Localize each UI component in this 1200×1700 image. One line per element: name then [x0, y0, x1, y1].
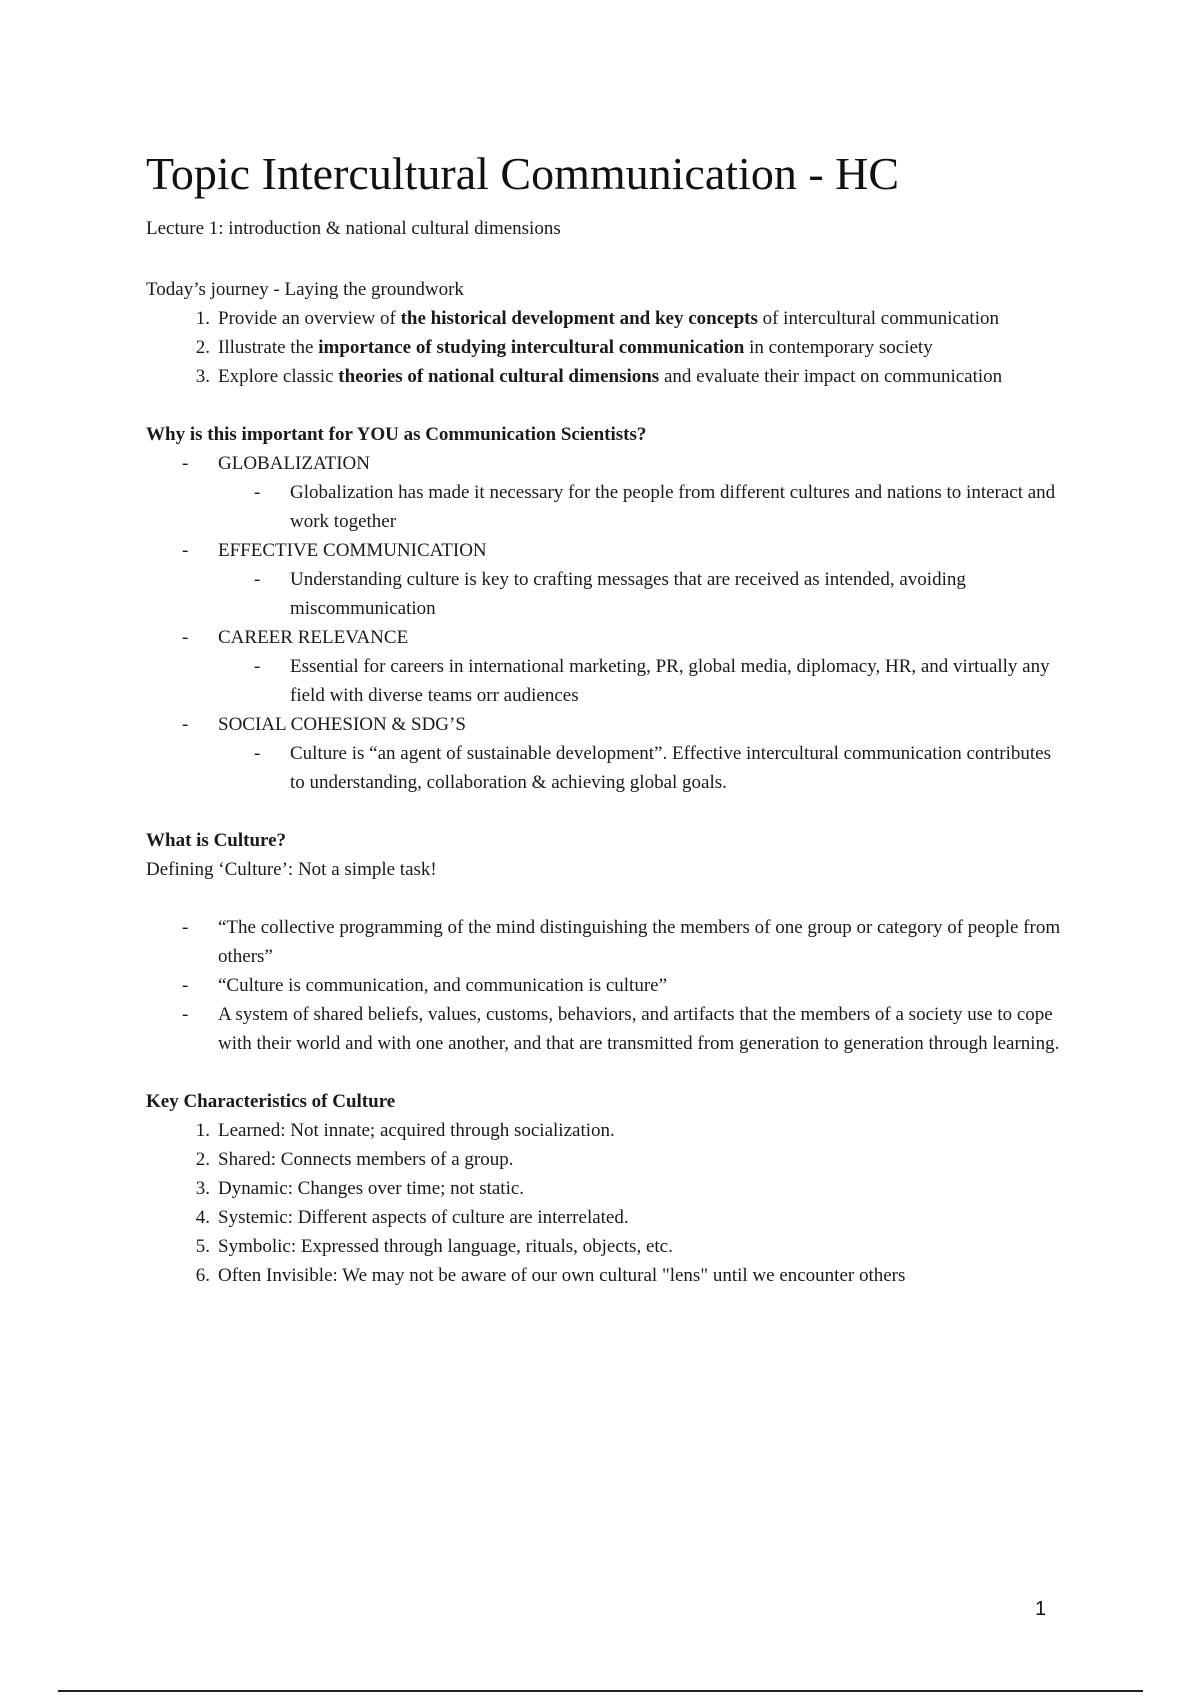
journey-text: of intercultural communication	[757, 308, 999, 329]
characteristic-item	[146, 1174, 1066, 1203]
importance-detail	[146, 739, 1066, 797]
journey-emphasis: the historical development and key concepts	[400, 308, 758, 329]
importance-label: CAREER RELEVANCE	[218, 627, 409, 648]
characteristic-item	[146, 1145, 1066, 1174]
dash-bullet: -	[182, 714, 189, 735]
page-title: Topic Intercultural Communication - HC	[146, 148, 900, 199]
definition-item	[146, 1000, 1066, 1058]
importance-label: EFFECTIVE COMMUNICATION	[218, 540, 487, 561]
importance-detail	[146, 565, 1066, 623]
dash-bullet: -	[182, 540, 189, 561]
journey-text: Explore classic	[218, 366, 339, 387]
journey-emphasis: theories of national cultural dimensions	[338, 366, 660, 387]
list-number: 5.	[195, 1236, 210, 1257]
dash-bullet: -	[182, 975, 189, 996]
journey-text: Provide an overview of	[218, 308, 401, 329]
list-number: 1.	[195, 308, 210, 329]
characteristic-text: Shared: Connects members of a group.	[218, 1149, 514, 1170]
list-number: 2.	[195, 337, 210, 358]
footer-divider	[58, 1690, 1143, 1692]
dash-bullet: -	[182, 917, 189, 938]
journey-text: in contemporary society	[744, 337, 933, 358]
characteristic-text: Learned: Not innate; acquired through socialization.	[218, 1120, 615, 1141]
importance-item	[146, 710, 1066, 797]
importance-heading: Why is this important for YOU as Communication Scientists?	[146, 424, 647, 445]
importance-label: GLOBALIZATION	[218, 453, 370, 474]
detail-text: Globalization has made it necessary for the people from different cultures and nations to interact and work together	[290, 482, 1056, 532]
definition-text: “The collective programming of the mind distinguishing the members of one group or category of people from others”	[218, 917, 1061, 967]
detail-text: Essential for careers in international marketing, PR, global media, diplomacy, HR, and virtually any field with diverse teams orr audiences	[290, 656, 1050, 706]
journey-heading: Today’s journey - Laying the groundwork	[146, 279, 464, 300]
detail-text: Understanding culture is key to crafting messages that are received as intended, avoiding miscommunication	[290, 569, 966, 619]
list-number: 3.	[195, 366, 210, 387]
list-number: 1.	[195, 1120, 210, 1141]
importance-item	[146, 536, 1066, 623]
dash-bullet: -	[254, 656, 261, 677]
importance-item	[146, 449, 1066, 536]
dash-bullet: -	[182, 1004, 189, 1025]
dash-bullet: -	[182, 453, 189, 474]
characteristics-list	[146, 1116, 1066, 1290]
characteristic-item	[146, 1261, 1066, 1290]
document-body	[146, 275, 1066, 1290]
definition-item	[146, 971, 1066, 1000]
detail-text: Culture is “an agent of sustainable development”. Effective intercultural communication contributes to understanding, collaboration & achieving global goals.	[290, 743, 1051, 793]
characteristic-item	[146, 1116, 1066, 1145]
list-number: 3.	[195, 1178, 210, 1199]
dash-bullet: -	[254, 482, 261, 503]
importance-label: SOCIAL COHESION & SDG’S	[218, 714, 466, 735]
characteristic-text: Dynamic: Changes over time; not static.	[218, 1178, 525, 1199]
dash-bullet: -	[254, 569, 261, 590]
importance-item	[146, 623, 1066, 710]
list-number: 6.	[195, 1265, 210, 1286]
importance-list	[146, 449, 1066, 797]
importance-detail	[146, 478, 1066, 536]
characteristic-item	[146, 1232, 1066, 1261]
definition-text: A system of shared beliefs, values, customs, behaviors, and artifacts that the members of a society use to cope with their world and with one another, and that are transmitted from generation to generation through learning.	[218, 1004, 1060, 1054]
dash-bullet: -	[182, 627, 189, 648]
journey-text: Illustrate the	[218, 337, 319, 358]
journey-emphasis: importance of studying intercultural communication	[318, 337, 745, 358]
characteristic-item	[146, 1203, 1066, 1232]
definition-text: “Culture is communication, and communication is culture”	[218, 975, 668, 996]
journey-item	[146, 304, 1066, 333]
definitions-list	[146, 913, 1066, 1058]
lecture-subtitle: Lecture 1: introduction & national cultural dimensions	[146, 218, 561, 239]
importance-detail	[146, 652, 1066, 710]
journey-item	[146, 362, 1066, 391]
culture-heading: What is Culture?	[146, 830, 287, 851]
culture-intro: Defining ‘Culture’: Not a simple task!	[146, 859, 437, 880]
definition-item	[146, 913, 1066, 971]
characteristics-heading: Key Characteristics of Culture	[146, 1091, 396, 1112]
journey-text: and evaluate their impact on communication	[659, 366, 1003, 387]
list-number: 2.	[195, 1149, 210, 1170]
characteristic-text: Systemic: Different aspects of culture are interrelated.	[218, 1207, 629, 1228]
journey-list	[146, 304, 1066, 391]
journey-item	[146, 333, 1066, 362]
characteristic-text: Often Invisible: We may not be aware of our own cultural "lens" until we encounter others	[218, 1265, 906, 1286]
dash-bullet: -	[254, 743, 261, 764]
list-number: 4.	[195, 1207, 210, 1228]
page-number: 1	[1035, 1598, 1047, 1620]
characteristic-text: Symbolic: Expressed through language, rituals, objects, etc.	[218, 1236, 673, 1257]
